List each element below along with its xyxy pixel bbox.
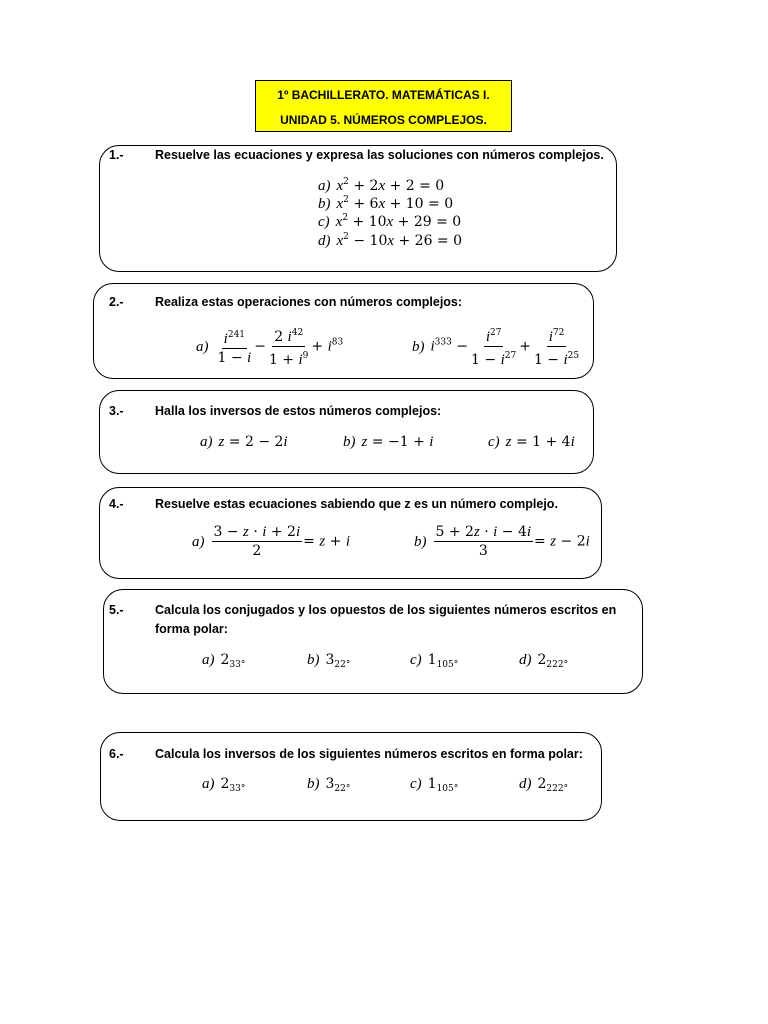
polar-5b: b) $3_{22^\circ}$: [307, 652, 351, 670]
polar-5d: d) $2_{222^\circ}$: [519, 652, 569, 670]
course-title: 1º BACHILLERATO. MATEMÁTICAS I.: [277, 88, 490, 102]
equation-1d: d) $x^2 - 10x + 26 = 0$: [318, 232, 463, 249]
exercise-statement: Calcula los inversos de los siguientes números escritos en forma polar:: [155, 747, 583, 761]
polar-5c: c) $1_{105^\circ}$: [410, 652, 459, 670]
polar-6c: c) $1_{105^\circ}$: [410, 776, 459, 794]
exercise-number: 3.-: [109, 404, 124, 418]
exercise-number: 2.-: [109, 295, 124, 309]
exercise-number: 4.-: [109, 497, 124, 511]
expression-2b: b) $i^{333}$ − $\frac{i^{27}}{1 - i^{27}}$ + $\frac{i^{72}}{1 - i^{25}}$: [412, 325, 582, 368]
exercise-statement: Realiza estas operaciones con números complejos:: [155, 295, 463, 309]
equation-1c: c) $x^2 + 10x + 29 = 0$: [318, 213, 462, 230]
exercise-number: 6.-: [109, 747, 124, 761]
exercise-number: 1.-: [109, 148, 124, 162]
exercise-number: 5.-: [109, 603, 124, 617]
polar-6b: b) $3_{22^\circ}$: [307, 776, 351, 794]
document-header: [255, 80, 512, 132]
polar-5a: a) $2_{33^\circ}$: [202, 652, 246, 670]
equation-1b: b) $x^2 + 6x + 10 = 0$: [318, 195, 454, 212]
unit-title: UNIDAD 5. NÚMEROS COMPLEJOS.: [280, 113, 487, 127]
exercise-statement: Calcula los conjugados y los opuestos de los siguientes números escritos en forma polar:: [155, 603, 617, 636]
polar-6a: a) $2_{33^\circ}$: [202, 776, 246, 794]
equation-4b: b) $\frac{5 + 2z \cdot i - 4i}{3}$ = z − 2i: [414, 524, 590, 559]
complex-3c: c) z = 1 + 4i: [488, 434, 575, 450]
equation-1a: a) $x^2 + 2x + 2 = 0$: [318, 177, 445, 194]
exercise-statement: Resuelve las ecuaciones y expresa las soluciones con números complejos.: [155, 148, 604, 162]
expression-2a: a) $\frac{i^{241}}{1 - i}$ − $\frac{2 i^{42}}{1 + i^9}$ + $i^{83}$: [196, 325, 343, 368]
equation-4a: a) $\frac{3 - z \cdot i + 2i}{2}$ = z + i: [192, 524, 350, 559]
complex-3a: a) z = 2 − 2i: [200, 434, 288, 450]
exercise-statement: Resuelve estas ecuaciones sabiendo que z es un número complejo.: [155, 497, 558, 511]
polar-6d: d) $2_{222^\circ}$: [519, 776, 569, 794]
complex-3b: b) z = −1 + i: [343, 434, 434, 450]
exercise-statement: Halla los inversos de estos números complejos:: [155, 404, 442, 418]
